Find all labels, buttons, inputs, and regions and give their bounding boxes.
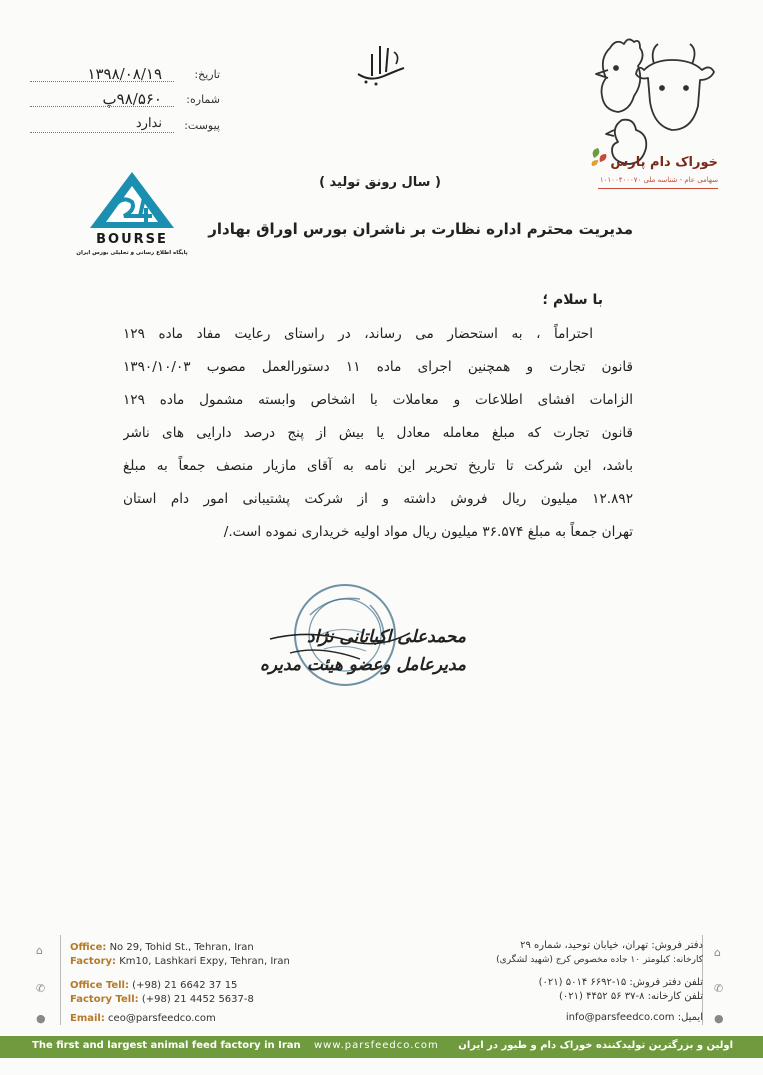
email-value[interactable]: ceo@parsfeedco.com <box>108 1013 216 1024</box>
bar-right-text: اولین و بزرگترین تولیدکننده خوراک دام و طیور در ایران <box>458 1040 733 1051</box>
company-sub: سهامی عام - شناسه ملی ۱۰۱۰۰۴۰۰۰۷۰ <box>599 176 718 184</box>
signatory-name: محمدعلی اکباتانی نژاد <box>307 627 466 647</box>
fa-factory: کارخانه: کیلومتر ۱۰ جاده مخصوص کرج (شهید لشگری) <box>496 955 703 965</box>
bourse-name: BOURSE <box>96 232 168 247</box>
footer-office <box>70 942 254 953</box>
attachment-label: پیوست: <box>184 119 220 132</box>
email-label: Email: <box>70 1013 105 1024</box>
phone-icon: ✆ <box>714 982 724 995</box>
office-tel-value: (+98) 21 6642 37 15 <box>132 980 238 991</box>
footer-office-tel <box>70 980 237 991</box>
office-value: No 29, Tohid St., Tehran, Iran <box>109 942 254 953</box>
home-icon: ⌂ <box>714 946 721 959</box>
website-link[interactable]: www.parsfeedco.com <box>314 1040 439 1051</box>
factory-tel-label: Factory Tell: <box>70 994 139 1005</box>
body-line: احتراماً ، به استحضار می رساند، در راستای رعایت مفاد ماده ۱۲۹ <box>123 326 593 342</box>
signatory-title: مدیرعامل وعضو هیئت مدیره <box>259 655 466 675</box>
logo-divider <box>598 188 718 189</box>
fa-office-tel: تلفن دفتر فروش: ۱۵-۶۶۹۲ ۵۰۱۴ (۰۲۱) <box>538 977 703 988</box>
number-row <box>30 90 220 113</box>
office-label: Office: <box>70 942 107 953</box>
footer-divider-left <box>60 935 61 1025</box>
home-icon: ⌂ <box>36 944 43 957</box>
number-value: ۹۸/۵۶۰پ <box>102 90 162 108</box>
email-icon: ● <box>714 1012 724 1025</box>
fa-office: دفتر فروش: تهران، خیابان توحید، شماره ۲۹ <box>520 940 703 951</box>
factory-tel-value: (+98) 21 4452 5637-8 <box>141 994 254 1005</box>
bourse-subtitle: پایگاه اطلاع رسانی و تحلیلی بورس ایران <box>76 250 188 256</box>
body-line: تهران جمعاً به مبلغ ۳۶.۵۷۴ میلیون ریال مواد اولیه خریداری نموده است./ <box>223 524 633 540</box>
body-line: قانون تجارت که مبلغ معامله معادل یا بیش از پنج درصد دارایی های ناشر <box>123 425 633 441</box>
letter-body <box>123 318 633 549</box>
bismillah-calligraphy-icon <box>350 38 410 88</box>
date-row <box>30 65 220 88</box>
greeting: با سلام ؛ <box>542 292 603 308</box>
body-line: باشد، این شرکت تا تاریخ تحریر این نامه به آقای مازیار منصف جمعاً به مبلغ <box>123 458 633 474</box>
bar-left-text: The first and largest animal feed factory in Iran <box>32 1040 301 1051</box>
pars-feed-logo-icon <box>588 30 728 200</box>
factory-value: Km10, Lashkari Expy, Tehran, Iran <box>119 956 290 967</box>
attachment-value: ندارد <box>135 116 162 131</box>
phone-icon: ✆ <box>36 982 46 995</box>
number-label: شماره: <box>186 93 220 106</box>
body-line: قانون تجارت و همچنین اجرای ماده ۱۱ دستورالعمل مصوب ۱۳۹۰/۱۰/۰۳ <box>123 359 633 375</box>
footer-email <box>70 1013 216 1024</box>
footer-factory <box>70 956 290 967</box>
date-label: تاریخ: <box>194 68 220 81</box>
footer-factory-tel <box>70 994 254 1005</box>
body-line: ۱۲.۸۹۲ میلیون ریال فروش داشته و از شرکت پشتیبانی امور دام استان <box>123 491 633 507</box>
attachment-row <box>30 116 220 139</box>
year-title: ( سال رونق تولید ) <box>319 175 441 190</box>
fa-email[interactable]: ایمیل: info@parsfeedco.com <box>565 1012 703 1023</box>
email-icon: ● <box>36 1012 46 1025</box>
date-value: ۱۳۹۸/۰۸/۱۹ <box>87 65 162 83</box>
factory-label: Factory: <box>70 956 117 967</box>
recipient: مدیریت محترم اداره نظارت بر ناشران بورس اوراق بهادار <box>208 220 633 238</box>
office-tel-label: Office Tell: <box>70 980 129 991</box>
body-line: الزامات افشای اطلاعات و معاملات با اشخاص وابسته مشمول ماده ۱۲۹ <box>123 392 633 408</box>
company-name: خوراک دام پارس <box>610 155 718 170</box>
fa-factory-tel: تلفن کارخانه: ۸-۳۷ ۵۶ ۴۴۵۲ (۰۲۱) <box>559 991 703 1002</box>
